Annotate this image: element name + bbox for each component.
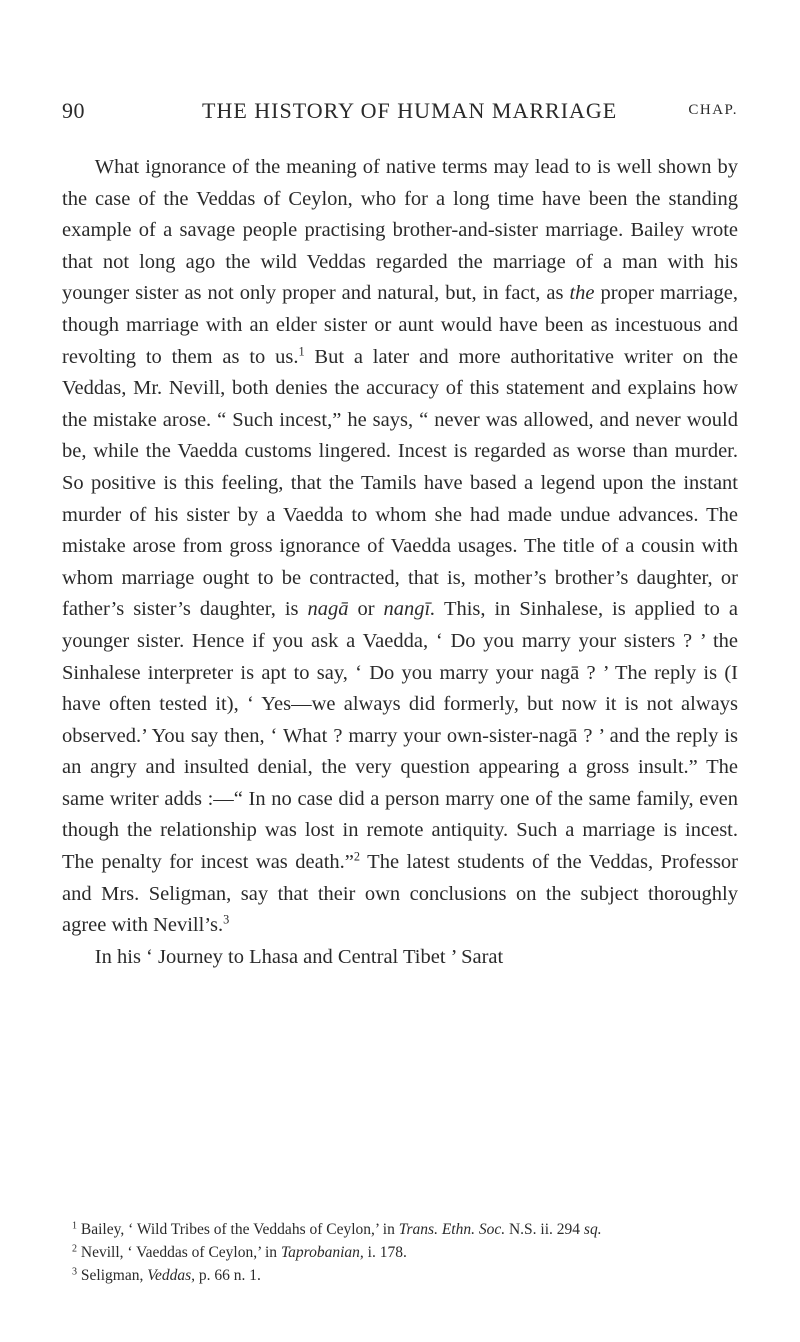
footnote-3 <box>62 1264 738 1287</box>
footnote-italic: sq. <box>583 1221 602 1238</box>
footnote-text: i. 178. <box>363 1244 407 1261</box>
italic-run: the <box>569 282 595 305</box>
footnote-text: p. 66 n. 1. <box>195 1267 261 1284</box>
italic-run: nangī. <box>383 598 436 621</box>
footnote-number: 3 <box>72 1266 78 1278</box>
italic-run: nagā <box>307 598 349 621</box>
footnote-number: 2 <box>72 1243 78 1255</box>
text-run: But a later and more authoritative writer on the Veddas, Mr. Nevill, both denies the accuracy of this statement and explains how the mistake arose. “ Such incest,” he says, “ never was allowed, and never would be, while the Vaedda customs lingered. Incest is regarded as worse than murder. So positive is this feeling, that the Tamils have based a legend upon the instant murder of his sister by a Vaedda to whom she had made undue advances. The mistake arose from gross ignorance of Vaedda usages. The title of a cousin with whom marriage ought to be contracted, that is, mother’s brother’s daughter, or father’s sister’s daughter, is <box>62 345 738 621</box>
text-run: This, in Sinhalese, is applied to a younger sister. Hence if you ask a Vaedda, ‘ Do you marry your sisters ? ’ the Sinhalese interpreter is apt to say, ‘ Do you marry your nagā ? ’ The reply is (I have often tested it), ‘ Yes—we always did formerly, but now it is not always observed.’ You say then, ‘ What ? marry your own-sister-nagā ? ’ and the reply is an angry and insulted denial, the very question appearing a gross insult.” The same writer adds :—“ In no case did a person marry one of the same family, even though the relationship was lost in remote antiquity. Such a marriage is incest. The penalty for incest was death.” <box>62 598 738 874</box>
footnote-number: 1 <box>72 1220 78 1232</box>
running-title: THE HISTORY OF HUMAN MARRIAGE <box>202 98 618 123</box>
text-run: The latest students of the Veddas, Professor and Mrs. Seligman, say that their own conclusions on the subject thoroughly agree with Nevill’s. <box>62 851 738 937</box>
text-run: What ignorance of the meaning of native terms may lead to is well shown by the case of the Veddas of Ceylon, who for a long time have been the standing example of a savage people practising brother-and-sister marriage. Bailey wrote that not long ago the wild Veddas regarded the marriage of a man with his younger sister as not only proper and natural, but, in fact, as <box>62 156 738 305</box>
footnote-italic: Taprobanian, <box>280 1244 364 1261</box>
footnote-ref-1: 1 <box>298 344 305 359</box>
footnote-ref-2: 2 <box>353 849 361 864</box>
body-text <box>62 152 738 973</box>
text-run: proper marriage, though marriage with an elder sister or aunt would have been as incestuous and revolting to them as to us. <box>62 282 738 368</box>
running-header <box>62 98 738 128</box>
paragraph-1 <box>62 152 738 942</box>
footnote-ref-3: 3 <box>223 912 230 927</box>
footnote-text: Bailey, ‘ Wild Tribes of the Veddahs of Ceylon,’ in <box>80 1221 399 1238</box>
footnotes <box>62 1218 738 1287</box>
text-run: or <box>348 598 384 621</box>
footnote-1 <box>62 1218 738 1241</box>
page-number: 90 <box>62 98 85 123</box>
footnote-italic: Trans. Ethn. Soc. <box>398 1221 506 1238</box>
footnote-text: Seligman, <box>80 1267 148 1284</box>
footnote-text: Nevill, ‘ Vaeddas of Ceylon,’ in <box>80 1244 281 1261</box>
paragraph-2 <box>62 942 738 974</box>
text-run: In his ‘ Journey to Lhasa and Central Tibet ’ Sarat <box>94 945 504 968</box>
footnote-text: N.S. ii. 294 <box>505 1221 584 1238</box>
chapter-label: CHAP. <box>688 102 738 118</box>
footnote-2 <box>62 1241 738 1264</box>
footnote-italic: Veddas, <box>147 1267 196 1284</box>
